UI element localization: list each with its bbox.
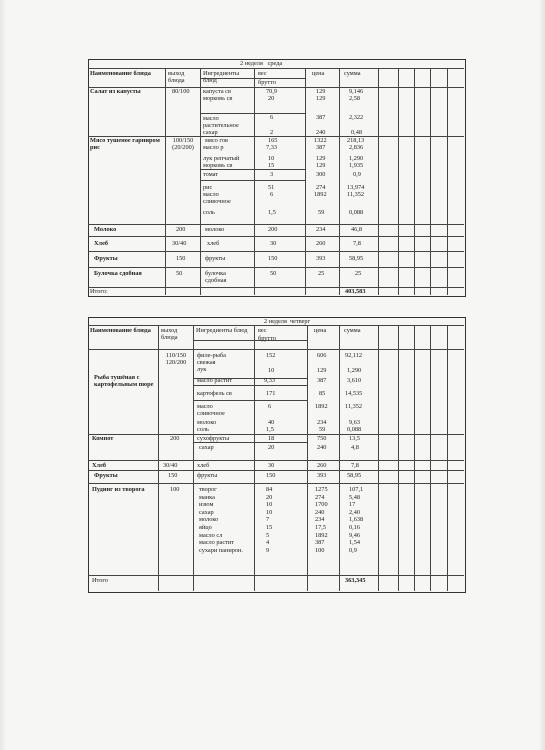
price: 274	[315, 493, 325, 501]
dish-output: 50	[176, 270, 183, 277]
price: 234	[316, 226, 326, 233]
ingredient: сливочное	[203, 198, 231, 205]
price: 1892	[314, 191, 327, 198]
ingredient: соль	[197, 426, 209, 433]
dish-output: 30/40	[172, 240, 187, 247]
weight: 6	[268, 403, 272, 410]
dish-output: 100	[170, 486, 180, 493]
sum: 0,9	[353, 171, 361, 178]
sum: 3,610	[347, 377, 362, 384]
ingredient: масло	[197, 403, 213, 410]
header-gross: брутто	[258, 335, 276, 342]
header-price: цена	[312, 70, 325, 77]
header-sum: сумма	[344, 70, 361, 77]
total-value: 403,583	[345, 288, 366, 295]
weight: 6	[270, 191, 274, 198]
table-frame	[88, 317, 466, 593]
ingredient: масло	[203, 191, 219, 198]
sum: 0,088	[349, 209, 364, 216]
sum: 4,8	[351, 444, 359, 451]
ingredient: рис	[203, 184, 213, 191]
sum: 1,935	[349, 162, 364, 169]
sum: 1,290	[349, 155, 364, 162]
header-price: цена	[314, 327, 327, 334]
ingredient: хлеб	[207, 240, 220, 247]
dish-name: Хлеб	[94, 240, 109, 247]
ingredient: растительное	[203, 122, 239, 129]
ingredient: сдобная	[205, 277, 227, 284]
price: 393	[317, 472, 327, 479]
sum: 9,63	[349, 419, 361, 426]
price: 240	[315, 508, 325, 516]
weight: 5	[266, 531, 270, 539]
price: 260	[317, 462, 327, 469]
ingredient: морковь св	[203, 95, 233, 102]
price: 59	[319, 426, 326, 433]
price: 387	[317, 377, 327, 384]
header-output: выход блюда	[168, 70, 185, 85]
dish-output: 200	[170, 435, 180, 442]
ingredient: сухари панирон.	[199, 546, 243, 554]
ingredient: капуста св	[203, 88, 231, 95]
sum: 11,352	[347, 191, 365, 198]
weight: 70,9	[266, 88, 278, 95]
ingredient: сухофрукты	[197, 435, 230, 442]
price: 750	[317, 435, 327, 442]
ingredient: сахар	[199, 508, 214, 516]
weight: 150	[268, 255, 278, 262]
weight: 20	[266, 493, 273, 501]
price: 129	[316, 155, 326, 162]
price: 85	[319, 390, 326, 397]
weight: 2	[270, 129, 274, 136]
weight: 10	[268, 155, 275, 162]
ingredient: масло	[203, 115, 219, 122]
sum: 2,58	[349, 95, 361, 102]
weight: 7,33	[266, 144, 278, 151]
sum: 58,95	[349, 255, 364, 262]
weight: 30	[268, 462, 275, 469]
sum: 1,638	[349, 516, 364, 524]
header-gross: брутто	[258, 79, 276, 86]
total-label: Итого	[92, 577, 108, 584]
ingredient: масло растит	[199, 539, 235, 547]
sum: 1,290	[347, 367, 362, 374]
header-ingredients: Ингредиенты блюд	[203, 70, 240, 85]
sum: 14,535	[345, 390, 363, 397]
dish-output: 80/100	[172, 88, 190, 95]
header-weight: вес	[258, 70, 267, 77]
ingredient: лук репчатый	[203, 155, 240, 162]
sum: 46,8	[351, 226, 363, 233]
sum: 2,836	[349, 144, 364, 151]
ingredient: булочка	[205, 270, 226, 277]
weight: 9	[266, 546, 270, 554]
header-name: Наименование блюда	[90, 70, 151, 77]
weight: 10	[266, 501, 273, 509]
price: 387	[315, 539, 325, 547]
dish-name: Рыба тушёная с картофельным пюре	[94, 374, 154, 389]
weight: 15	[268, 162, 275, 169]
price: 1892	[315, 403, 328, 410]
ingredient: яйцо	[199, 524, 212, 531]
thursday-title: 2 неделя четверг	[264, 318, 311, 325]
weight: 150	[266, 472, 276, 479]
sum: 9,46	[349, 531, 361, 539]
sum: 9,146	[349, 88, 364, 95]
price: 129	[316, 162, 326, 169]
ingredient: филе-рыба	[197, 352, 226, 359]
weight: 15	[266, 524, 273, 531]
weight: 18	[268, 435, 275, 442]
price: 260	[316, 240, 326, 247]
sum: 1,54	[349, 539, 361, 547]
sum: 7,8	[351, 462, 359, 469]
sum: 17	[349, 501, 356, 509]
ingredient: свежая	[197, 359, 216, 366]
price: 240	[317, 444, 327, 451]
ingredient: молоко	[197, 419, 217, 426]
dish-name: Салат из капусты	[90, 88, 141, 95]
dish-output: 150	[168, 472, 178, 479]
sum: 2,40	[349, 508, 361, 516]
header-output: выход блюда	[161, 327, 178, 342]
price: 17,5	[315, 524, 327, 531]
price: 387	[316, 114, 326, 121]
sum: 11,352	[345, 403, 363, 410]
weight: 20	[268, 444, 275, 451]
ingredient: фрукты	[205, 255, 226, 262]
sum: 0,088	[347, 426, 362, 433]
price: 234	[315, 516, 325, 524]
weight: 171	[266, 390, 276, 397]
price: 129	[316, 95, 326, 102]
dish-output: 30/40	[163, 462, 178, 469]
ingredient: морковь св	[203, 162, 233, 169]
weight: 1,5	[268, 209, 276, 216]
dish-output: 150	[176, 255, 186, 262]
dish-name: Фрукты	[94, 255, 118, 262]
weight: 4	[266, 539, 270, 547]
price: 25	[318, 270, 325, 277]
ingredient: масло сл	[199, 531, 223, 539]
price: 1275	[315, 486, 328, 493]
price: 387	[316, 144, 326, 151]
sum: 0,9	[349, 546, 357, 554]
sum: 7,8	[353, 240, 361, 247]
weight: 84	[266, 486, 273, 493]
dish-output: 200	[176, 226, 186, 233]
total-value: 363,345	[345, 577, 366, 584]
sum: 0,48	[351, 129, 363, 136]
total-label: Итого:	[90, 288, 108, 295]
weight: 20	[268, 95, 275, 102]
sum: 2,322	[349, 114, 364, 121]
dish-name: Молоко	[94, 226, 117, 233]
price: 59	[318, 209, 325, 216]
ingredient: молоко	[205, 226, 225, 233]
weight: 1,5	[266, 426, 274, 433]
ingredient: сахар	[203, 129, 218, 136]
sum: 107,1	[349, 486, 364, 493]
weight: 10	[268, 367, 275, 374]
ingredient: соль	[203, 209, 215, 216]
ingredient: манка	[199, 493, 215, 501]
weight: 152	[266, 352, 276, 359]
weight: 7	[266, 516, 270, 524]
sum: 218,13	[347, 137, 365, 144]
weight: 51	[268, 184, 275, 191]
sum: 13,5	[349, 435, 361, 442]
price: 300	[316, 171, 326, 178]
sum: 13,974	[347, 184, 365, 191]
ingredient: масло растит	[197, 377, 233, 384]
weight: 10	[266, 508, 273, 516]
sum: 58,95	[347, 472, 362, 479]
weight: 30	[270, 240, 277, 247]
ingredient: сливочное	[197, 410, 225, 417]
weight: 40	[268, 419, 275, 426]
price: 240	[316, 129, 326, 136]
price: 1322	[314, 137, 327, 144]
price: 129	[317, 367, 327, 374]
dish-name: Пудинг из творога	[92, 486, 145, 493]
ingredient: хлеб	[197, 462, 210, 469]
header-ingredients: Ингредиенты блюд	[196, 327, 248, 334]
ingredient: картофель св	[197, 390, 232, 397]
weight: 9,33	[264, 377, 276, 384]
header-weight: вес	[258, 327, 267, 334]
ingredient: томат	[203, 171, 219, 178]
weight: 165	[268, 137, 278, 144]
dish-output: 110/150 120/200	[165, 352, 187, 367]
dish-name: Компот	[92, 435, 114, 442]
ingredient: сахар	[199, 444, 214, 451]
price: 234	[317, 419, 327, 426]
price: 606	[317, 352, 327, 359]
ingredient: фрукты	[197, 472, 218, 479]
ingredient: лук	[197, 366, 207, 373]
header-sum: сумма	[344, 327, 361, 334]
price: 129	[316, 88, 326, 95]
sum: 0,16	[349, 524, 361, 531]
ingredient: изюм	[199, 501, 214, 509]
dish-name: Фрукты	[94, 472, 118, 479]
sum: 25	[355, 270, 362, 277]
weight: 200	[268, 226, 278, 233]
sum: 5,48	[349, 493, 361, 501]
dish-name: Хлеб	[92, 462, 107, 469]
weight: 50	[270, 270, 277, 277]
ingredient: мясо гов	[205, 137, 228, 144]
weight: 6	[270, 114, 274, 121]
sum: 92,112	[345, 352, 363, 359]
header-name: Наименование блюда	[90, 327, 151, 334]
ingredient: молоко	[199, 516, 219, 524]
weight: 3	[270, 171, 274, 178]
wednesday-title: 2 неделя среда	[240, 60, 283, 67]
price: 274	[316, 184, 326, 191]
dish-name: Мясо тушеное гарниром рис	[90, 137, 160, 152]
ingredient: масло р	[203, 144, 224, 151]
price: 100	[315, 546, 325, 554]
price: 1892	[315, 531, 328, 539]
dish-name: Булочка сдобная	[94, 270, 142, 277]
ingredient: творог	[199, 486, 217, 493]
price: 393	[316, 255, 326, 262]
price: 1700	[315, 501, 328, 509]
dish-output: 100/150 (20/200)	[172, 137, 194, 152]
